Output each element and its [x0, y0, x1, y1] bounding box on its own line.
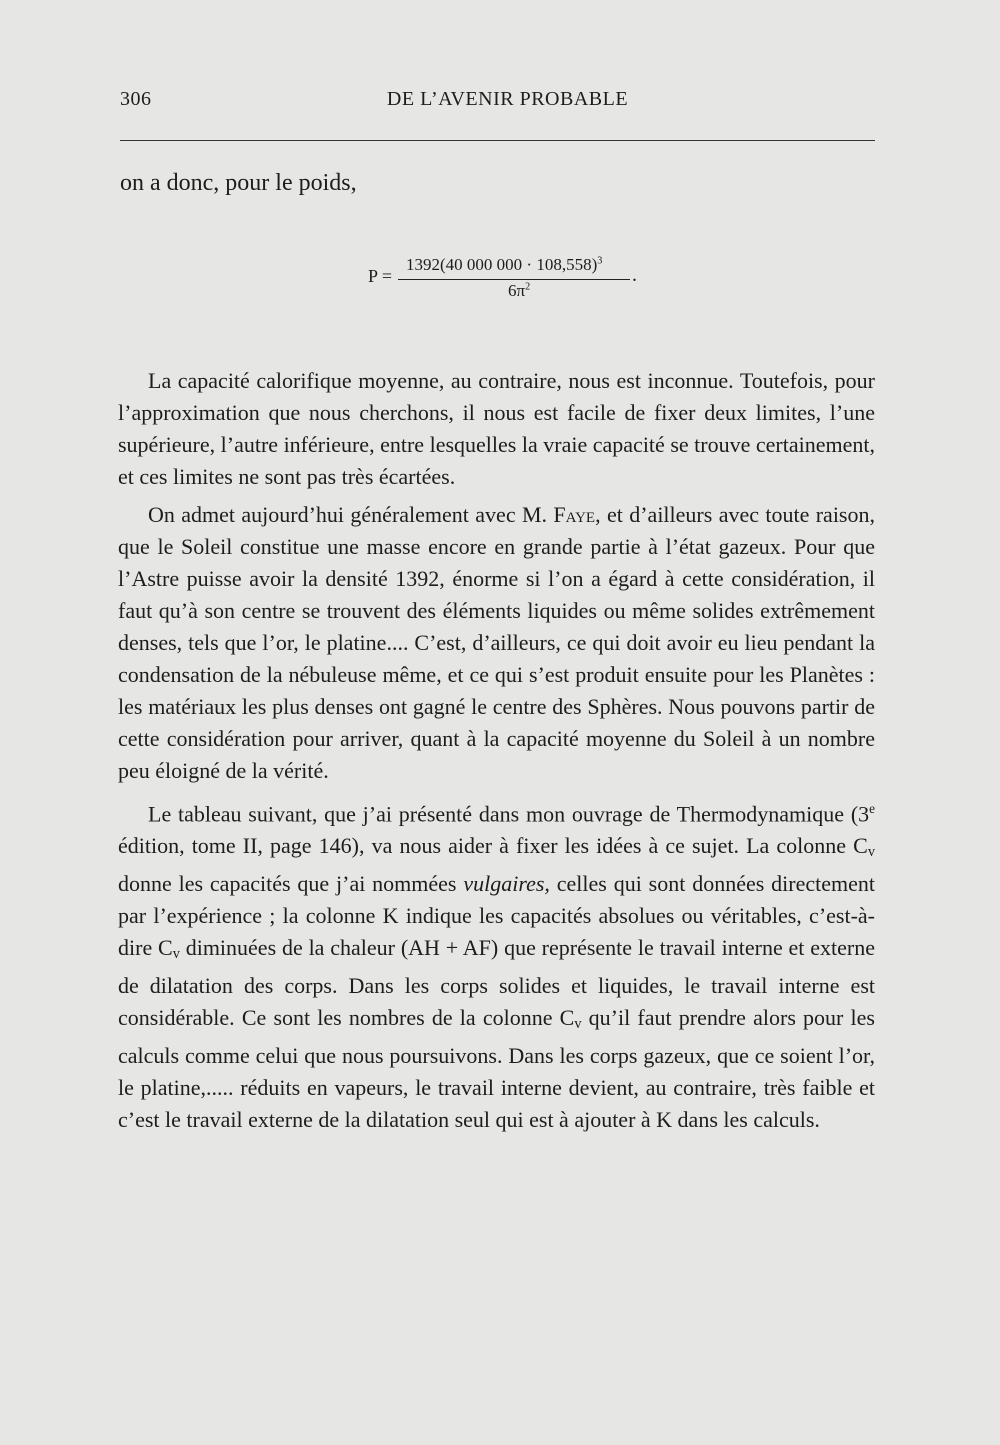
p3-text-5: diminuées de la chaleur (AH + AF) que représente le travail interne et externe de dilatation des corps. Dans les corps solides et liquides, le travail interne est considérable. Ce sont les nombres de la colonne C: [118, 935, 875, 1031]
italic-vulgaires: vulgaires,: [463, 871, 550, 897]
edition-sup: e: [869, 801, 875, 816]
fraction-bar: [398, 279, 630, 280]
body-text: [118, 365, 875, 1136]
cv-subscript-3: v: [574, 1015, 582, 1032]
page-number: 306: [120, 88, 152, 110]
formula-lhs: P =: [368, 266, 392, 286]
p3-text-3: donne les capacités que j’ai nommées: [118, 871, 464, 897]
cv-subscript: v: [867, 844, 875, 861]
header-rule: [120, 140, 875, 141]
p3-text-1: Le tableau suivant, que j’ai présenté dans mon ouvrage de Thermodynamique (3: [148, 801, 870, 827]
p3-text-4: celles qui sont données directement par l’expérience ; la colonne K indique les capacités absolues ou véritables, c’est-à-dire C: [118, 871, 875, 961]
paragraph-sun-density: [118, 499, 875, 787]
numerator-base: 1392(40 000 000 · 108,558): [406, 255, 598, 274]
paragraph-heat-capacity: La capacité calorifique moyenne, au contraire, nous est inconnue. Toutefois, pour l’approximation que nous cherchons, il nous est facile de fixer deux limites, l’une supérieure, l’autre inférieure, entre lesquelles la vraie capacité se trouve certainement, et ces limites ne sont pas très écartées.: [118, 368, 875, 489]
p2-text-b: , et d’ailleurs avec toute raison, que le Soleil constitue une masse encore en grande partie à l’état gazeux. Pour que l’Astre puisse avoir la densité 1392, énorme si l’on a égard à cette considération, il faut qu’à son centre se trouvent des éléments liquides ou même solides extrêmement denses, tels que l’or, le platine.... C’est, d’ailleurs, ce qui doit avoir eu lieu pendant la condensation de la nébuleuse même, et ce qui s’est produit ensuite pour les Planètes : les matériaux les plus denses ont gagné le centre des Sphères. Nous pouvons partir de cette considération pour arriver, quant à la capacité moyenne du Soleil à un nombre peu éloigné de la vérité.: [118, 502, 875, 783]
formula-denominator: [508, 281, 530, 301]
denominator-base: 6π: [508, 281, 526, 300]
p3-text-2: édition, tome II, page 146), va nous aider à fixer les idées à ce sujet. La colonne C: [118, 833, 868, 859]
numerator-exponent: 3: [597, 255, 603, 267]
intro-line: on a donc, pour le poids,: [120, 170, 357, 196]
formula-numerator: [406, 255, 602, 275]
cv-subscript-2: v: [172, 946, 180, 963]
p3-text-6: qu’il faut prendre alors pour les calculs comme celui que nous poursuivons. Dans les corps gazeux, que ce soient l’or, le platine,..... réduits en vapeurs, le travail interne devient, au contraire, très faible et c’est le travail externe de la dilatation seul qui est à ajouter à K dans les calculs.: [118, 1005, 875, 1132]
paragraph-table-intro: [118, 793, 875, 1136]
author-name: Faye: [553, 502, 596, 527]
weight-formula: [368, 250, 668, 310]
page-header: [120, 88, 875, 118]
denominator-exponent: 2: [525, 281, 531, 293]
formula-period: .: [632, 264, 637, 286]
running-head: DE L’AVENIR PROBABLE: [386, 88, 629, 110]
p2-text-a: On admet aujourd’hui généralement avec M.: [148, 502, 554, 527]
